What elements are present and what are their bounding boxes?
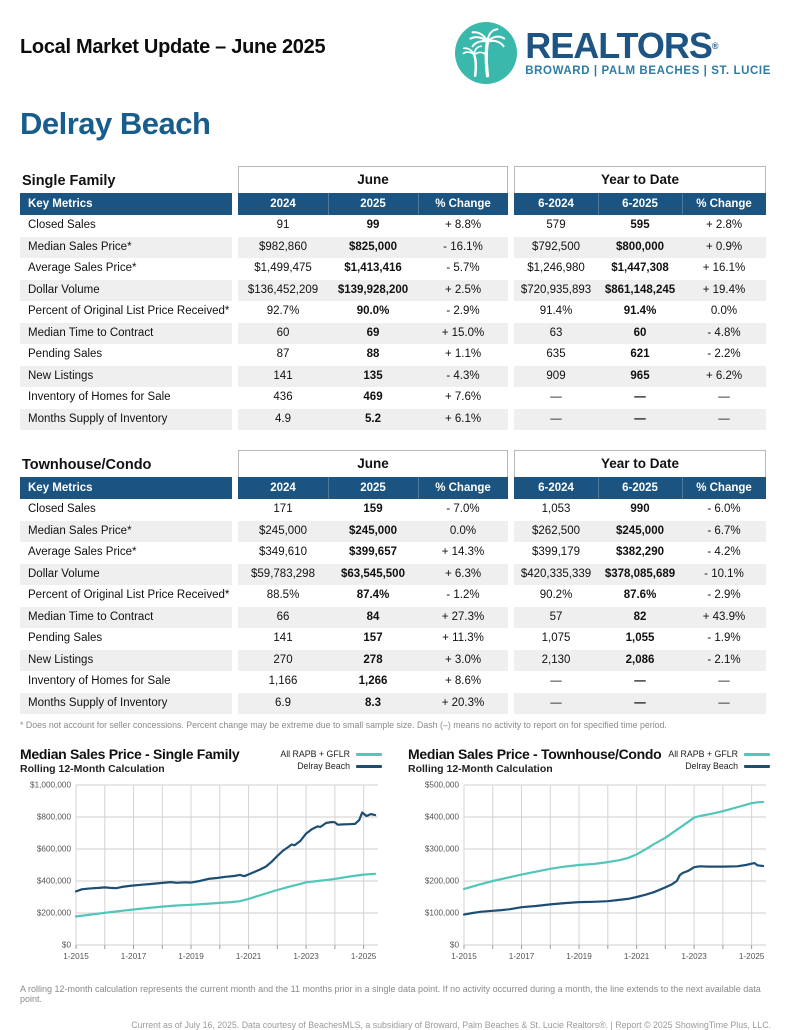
metric-value: + 3.0% — [418, 650, 508, 672]
table-row — [20, 607, 771, 629]
metric-label: Median Sales Price* — [20, 521, 232, 543]
metric-value: + 15.0% — [418, 323, 508, 345]
metric-value: - 10.1% — [682, 564, 766, 586]
metric-value: - 2.1% — [682, 650, 766, 672]
metric-value: 278 — [328, 650, 418, 672]
metric-value: - 6.7% — [682, 521, 766, 543]
metric-value: $800,000 — [598, 237, 682, 259]
metric-value: 1,166 — [268, 675, 298, 687]
chart-legend — [668, 748, 770, 772]
metric-value: 87.4% — [356, 589, 390, 601]
logo-text — [525, 25, 771, 77]
metric-value: + 0.9% — [682, 237, 766, 259]
x-axis-label: 1-2017 — [508, 952, 535, 961]
metric-value: $63,545,500 — [328, 564, 418, 586]
chart-legend — [280, 748, 382, 772]
table-row — [20, 215, 771, 237]
metric-value: 1,053 — [541, 503, 571, 515]
metric-value: + 8.6% — [444, 675, 482, 687]
metric-value: — — [682, 693, 766, 715]
metric-value: $349,610 — [259, 546, 307, 558]
table-row — [20, 323, 771, 345]
table-row — [20, 542, 771, 564]
metric-value: 141 — [238, 366, 328, 388]
y-axis-label: $400,000 — [36, 876, 71, 886]
metric-value: + 6.1% — [418, 409, 508, 431]
metric-value: + 7.6% — [444, 391, 482, 403]
metric-value: 60 — [598, 323, 682, 345]
metric-label: Pending Sales — [28, 348, 103, 360]
y-axis-label: $200,000 — [36, 908, 71, 918]
x-axis-label: 1-2021 — [623, 952, 650, 961]
metric-value: 8.3 — [328, 693, 418, 715]
metric-value: 92.7% — [266, 305, 300, 317]
series-line — [76, 874, 375, 917]
metric-value: $792,500 — [514, 237, 598, 259]
metric-value: $861,148,245 — [598, 280, 682, 302]
chart-header — [20, 746, 382, 775]
legend-item — [668, 748, 770, 760]
group-header-ytd: Year to Date — [514, 450, 766, 480]
metric-label: Inventory of Homes for Sale — [28, 675, 171, 687]
metric-label: Median Time to Contract — [20, 607, 232, 629]
metric-label: Average Sales Price* — [28, 262, 137, 274]
metric-value: — — [682, 409, 766, 431]
x-axis-label: 1-2025 — [738, 952, 765, 961]
metric-value: + 2.5% — [418, 280, 508, 302]
metric-label: Average Sales Price* — [28, 546, 137, 558]
metric-label: New Listings — [20, 366, 232, 388]
metric-value: — — [718, 391, 730, 403]
chart-title: Median Sales Price - Townhouse/Condo — [408, 746, 662, 762]
x-axis-label: 1-2025 — [350, 952, 377, 961]
col-6-2025: 6-2025 — [598, 193, 682, 215]
metric-value: 2,086 — [598, 650, 682, 672]
group-header-june: June — [238, 166, 508, 196]
y-axis-label: $600,000 — [36, 844, 71, 854]
x-axis-label: 1-2015 — [451, 952, 477, 961]
metric-value: $382,290 — [616, 546, 664, 558]
chart-title: Median Sales Price - Single Family — [20, 746, 240, 762]
metric-value: 965 — [598, 366, 682, 388]
legend-swatch — [356, 753, 382, 756]
metric-value: + 20.3% — [418, 693, 508, 715]
col-6-2024: 6-2024 — [514, 193, 598, 215]
metric-value: + 14.3% — [441, 546, 485, 558]
metric-value: + 16.1% — [702, 262, 746, 274]
y-axis-label: $500,000 — [424, 780, 459, 790]
metric-value: — — [598, 409, 682, 431]
metric-label: Pending Sales — [28, 632, 103, 644]
y-axis-label: $300,000 — [424, 844, 459, 854]
legend-swatch — [356, 765, 382, 768]
metric-value: 60 — [238, 323, 328, 345]
metric-value: 4.9 — [238, 409, 328, 431]
metric-value: - 4.2% — [707, 546, 741, 558]
metric-value: - 2.2% — [707, 348, 741, 360]
metric-value: $825,000 — [328, 237, 418, 259]
metric-value: + 6.2% — [682, 366, 766, 388]
metric-value: - 7.0% — [446, 503, 480, 515]
metric-value: 66 — [238, 607, 328, 629]
table-row — [20, 280, 771, 302]
col-2024: 2024 — [238, 193, 328, 215]
chart-canvas — [20, 779, 382, 971]
city-heading: Delray Beach — [20, 106, 211, 141]
group-header-june: June — [238, 450, 508, 480]
metric-value: $59,783,298 — [238, 564, 328, 586]
palm-trees-icon — [455, 22, 517, 84]
townhouse-condo-table — [20, 450, 771, 714]
logo-brand: REALTORS® — [525, 25, 718, 66]
col-2025: 2025 — [328, 477, 418, 499]
metric-value: $399,657 — [349, 546, 397, 558]
legend-label: Delray Beach — [297, 761, 350, 771]
metric-value: + 43.9% — [682, 607, 766, 629]
metric-value: $1,246,980 — [527, 262, 585, 274]
table-row — [20, 499, 771, 521]
metric-value: + 27.3% — [418, 607, 508, 629]
report-header — [20, 22, 771, 84]
legend-item — [280, 748, 382, 760]
metric-value: - 2.9% — [707, 589, 741, 601]
chart-subtitle: Rolling 12-Month Calculation — [20, 763, 165, 775]
metric-value: $378,085,689 — [598, 564, 682, 586]
metric-value: 159 — [363, 503, 383, 515]
metric-value: - 2.9% — [446, 305, 480, 317]
metric-value: — — [718, 675, 730, 687]
table-column-header — [20, 477, 771, 499]
metric-value: $245,000 — [598, 521, 682, 543]
table-body — [20, 215, 771, 430]
metric-value: 621 — [630, 348, 650, 360]
metric-value: 88 — [366, 348, 380, 360]
table-row — [20, 671, 771, 693]
metric-value: 69 — [328, 323, 418, 345]
metric-value: $720,935,893 — [514, 280, 598, 302]
chart-canvas — [408, 779, 770, 971]
metric-value: 0.0% — [710, 305, 738, 317]
metric-value: 909 — [514, 366, 598, 388]
metric-value: 99 — [366, 219, 380, 231]
metric-value: 579 — [546, 219, 566, 231]
metric-label: New Listings — [20, 650, 232, 672]
metric-value: $262,500 — [514, 521, 598, 543]
metric-label: Percent of Original List Price Received* — [28, 589, 230, 601]
metric-value: + 8.8% — [444, 219, 482, 231]
table-row — [20, 344, 771, 366]
y-axis-label: $200,000 — [424, 876, 459, 886]
legend-item — [280, 760, 382, 772]
metric-value: + 2.8% — [705, 219, 743, 231]
metric-value: 157 — [363, 632, 383, 644]
metric-value: — — [514, 409, 598, 431]
x-axis-label: 1-2015 — [63, 952, 89, 961]
metric-value: 87 — [276, 348, 290, 360]
metric-value: 1,055 — [625, 632, 655, 644]
y-axis-label: $100,000 — [424, 908, 459, 918]
metric-value: 469 — [363, 391, 383, 403]
metric-value: $420,335,339 — [514, 564, 598, 586]
metric-value: 63 — [514, 323, 598, 345]
y-axis-label: $0 — [61, 940, 71, 950]
y-axis-label: $1,000,000 — [30, 780, 71, 790]
metric-value: 1,266 — [358, 675, 388, 687]
metric-label: Dollar Volume — [20, 280, 232, 302]
metric-value: $982,860 — [238, 237, 328, 259]
chart-single-family — [20, 746, 382, 976]
col-ytd-pct-change: % Change — [682, 477, 766, 499]
registered-mark: ® — [711, 41, 718, 51]
metric-value: 2,130 — [514, 650, 598, 672]
metric-value: 1,075 — [541, 632, 571, 644]
metric-value: — — [514, 693, 598, 715]
metric-label: Median Sales Price* — [20, 237, 232, 259]
metric-value: — — [634, 391, 646, 403]
metric-value: - 1.2% — [446, 589, 480, 601]
metric-value: — — [550, 391, 562, 403]
metric-value: 6.9 — [238, 693, 328, 715]
table-group-header — [20, 166, 771, 193]
metric-value: 90.0% — [356, 305, 390, 317]
metric-value: $139,928,200 — [328, 280, 418, 302]
metric-value: - 4.8% — [682, 323, 766, 345]
metric-value: $1,447,308 — [611, 262, 669, 274]
x-axis-label: 1-2017 — [120, 952, 147, 961]
metric-value: + 1.1% — [444, 348, 482, 360]
metric-value: - 16.1% — [418, 237, 508, 259]
table-row — [20, 585, 771, 607]
charts-section — [20, 746, 771, 976]
metric-value: — — [550, 675, 562, 687]
metric-value: $245,000 — [328, 521, 418, 543]
series-line — [464, 863, 763, 915]
metric-value: — — [634, 675, 646, 687]
col-2024: 2024 — [238, 477, 328, 499]
metric-value: $399,179 — [532, 546, 580, 558]
metric-value: - 6.0% — [707, 503, 741, 515]
metric-value: 595 — [630, 219, 650, 231]
metric-value: 5.2 — [328, 409, 418, 431]
metric-label: Closed Sales — [28, 503, 96, 515]
x-axis-label: 1-2019 — [566, 952, 592, 961]
metric-label: Inventory of Homes for Sale — [28, 391, 171, 403]
table-row — [20, 521, 771, 543]
metric-value: 91.4% — [623, 305, 657, 317]
metric-value: - 1.9% — [707, 632, 741, 644]
metric-value: 91 — [276, 219, 290, 231]
metric-value: 88.5% — [266, 589, 300, 601]
metric-value: 0.0% — [418, 521, 508, 543]
metric-value: 84 — [328, 607, 418, 629]
x-axis-label: 1-2023 — [681, 952, 707, 961]
table-column-header — [20, 193, 771, 215]
series-line — [464, 802, 763, 889]
group-header-ytd: Year to Date — [514, 166, 766, 196]
realtors-logo — [455, 22, 771, 84]
x-axis-label: 1-2019 — [178, 952, 204, 961]
legend-label: All RAPB + GFLR — [668, 749, 738, 759]
y-axis-label: $0 — [449, 940, 459, 950]
chart-townhouse-condo — [408, 746, 770, 976]
table-title: Single Family — [22, 173, 116, 189]
metric-value: 990 — [630, 503, 650, 515]
col-6-2024: 6-2024 — [514, 477, 598, 499]
logo-regions: BROWARD | PALM BEACHES | ST. LUCIE — [525, 65, 771, 77]
table-row — [20, 301, 771, 323]
col-pct-change: % Change — [418, 193, 508, 215]
col-ytd-pct-change: % Change — [682, 193, 766, 215]
line-chart — [408, 779, 770, 976]
metric-value: + 6.3% — [418, 564, 508, 586]
metric-value: 171 — [273, 503, 293, 515]
line-chart — [20, 779, 382, 976]
chart-header — [408, 746, 770, 775]
metric-value: — — [598, 693, 682, 715]
metric-label: Closed Sales — [28, 219, 96, 231]
metric-value: 270 — [238, 650, 328, 672]
chart-subtitle: Rolling 12-Month Calculation — [408, 763, 553, 775]
metric-value: 436 — [273, 391, 293, 403]
table-row — [20, 258, 771, 280]
legend-swatch — [744, 765, 770, 768]
legend-label: Delray Beach — [685, 761, 738, 771]
col-pct-change: % Change — [418, 477, 508, 499]
metric-label: Months Supply of Inventory — [20, 693, 232, 715]
metric-value: $1,413,416 — [344, 262, 402, 274]
table-body — [20, 499, 771, 714]
metric-value: 141 — [273, 632, 293, 644]
col-6-2025: 6-2025 — [598, 477, 682, 499]
metric-value: 57 — [514, 607, 598, 629]
table-row — [20, 693, 771, 715]
metric-value: 135 — [328, 366, 418, 388]
table-row — [20, 564, 771, 586]
legend-swatch — [744, 753, 770, 756]
x-axis-label: 1-2023 — [293, 952, 319, 961]
y-axis-label: $800,000 — [36, 812, 71, 822]
table-row — [20, 650, 771, 672]
report-footer: Current as of July 16, 2025. Data courtesy of BeachesMLS, a subsidiary of Broward, Palm Beaches & St. Lucie Realtors®. | Report © 2025 ShowingTime Plus, LLC. — [131, 1020, 771, 1030]
metric-value: 635 — [546, 348, 566, 360]
metric-value: 82 — [598, 607, 682, 629]
metric-value: - 4.3% — [418, 366, 508, 388]
chart-titles — [20, 746, 239, 775]
metric-value: 87.6% — [623, 589, 657, 601]
table-row — [20, 409, 771, 431]
legend-item — [668, 760, 770, 772]
chart-titles — [408, 746, 661, 775]
table-row — [20, 628, 771, 650]
metric-label: Percent of Original List Price Received* — [28, 305, 230, 317]
x-axis-label: 1-2021 — [235, 952, 262, 961]
metric-value: $1,499,475 — [254, 262, 312, 274]
col-key-metrics: Key Metrics — [20, 477, 232, 499]
metric-label: Median Time to Contract — [20, 323, 232, 345]
y-axis-label: $400,000 — [424, 812, 459, 822]
table-footnote: * Does not account for seller concessions. Percent change may be extreme due to small sample size. Dash (–) means no activity to report on for specified time period. — [20, 720, 667, 730]
legend-label: All RAPB + GFLR — [280, 749, 350, 759]
metric-label: Months Supply of Inventory — [20, 409, 232, 431]
metric-value: $245,000 — [238, 521, 328, 543]
chart-footnote: A rolling 12-month calculation represents the current month and the 11 months prior in a single data point. If no activity occurred during a month, the line extends to the next available data point. — [20, 984, 761, 1004]
metric-label: Dollar Volume — [20, 564, 232, 586]
metric-value: 90.2% — [539, 589, 573, 601]
metric-value: + 19.4% — [682, 280, 766, 302]
metric-value: $136,452,209 — [238, 280, 328, 302]
col-2025: 2025 — [328, 193, 418, 215]
table-row — [20, 387, 771, 409]
table-row — [20, 237, 771, 259]
table-row — [20, 366, 771, 388]
col-key-metrics: Key Metrics — [20, 193, 232, 215]
report-title: Local Market Update – June 2025 — [20, 36, 326, 58]
table-group-header — [20, 450, 771, 477]
metric-value: - 5.7% — [446, 262, 480, 274]
metric-value: + 11.3% — [442, 632, 484, 644]
single-family-table — [20, 166, 771, 430]
table-title: Townhouse/Condo — [22, 457, 152, 473]
metric-value: 91.4% — [539, 305, 573, 317]
